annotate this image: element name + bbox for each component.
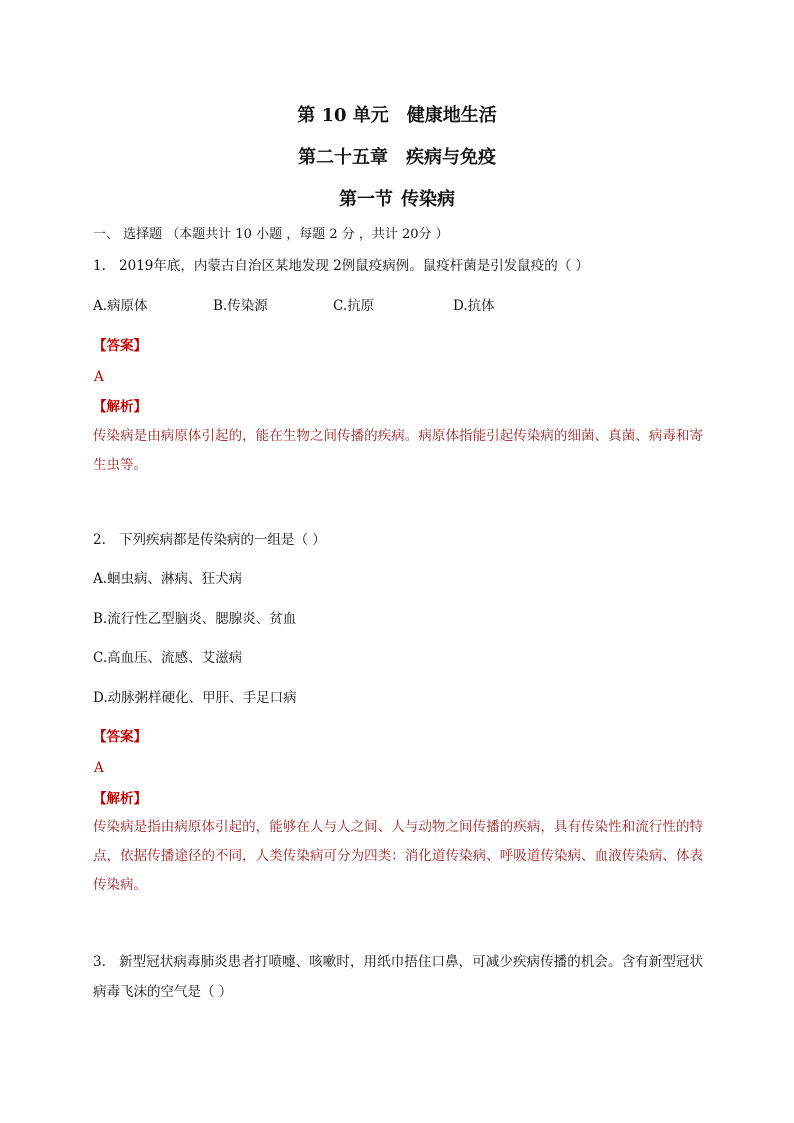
question-number: 1. [93, 258, 106, 274]
unit-number: 第 10 单元 [297, 105, 389, 126]
option-b: B.流行性乙型脑炎、腮腺炎、贫血 [93, 611, 297, 627]
option-a: A.病原体 [93, 298, 148, 314]
question-text: 下列疾病都是传染病的一组是（ ） [119, 532, 326, 548]
chapter-name: 疾病与免疫 [406, 147, 496, 168]
question-number: 3. [93, 954, 106, 970]
answer-label: 【答案】 [93, 338, 147, 354]
chapter-title [0, 146, 794, 170]
unit-title [0, 104, 794, 128]
option-c: C.抗原 [333, 298, 375, 314]
explanation-label: 【解析】 [93, 791, 147, 807]
question-3 [93, 947, 703, 1007]
answer-value: A [94, 369, 104, 385]
question-2 [93, 530, 326, 550]
explanation-text: 传染病是由病原体引起的，能在生物之间传播的疾病。病原体指能引起传染病的细菌、真菌、病毒和寄生虫等。 [93, 428, 703, 473]
option-a: A.蛔虫病、淋病、狂犬病 [93, 571, 243, 587]
option-b: B.传染源 [213, 298, 268, 314]
question-section-header: 一、 选择题 （本题共计 10 小题 ，每题 2 分 ，共计 20分 ） [93, 227, 449, 242]
explanation-text: 传染病是指由病原体引起的，能够在人与人之间、人与动物之间传播的疾病，具有传染性和流行性的特点，依据传播途径的不同，人类传染病可分为四类：消化道传染病、呼吸道传染病、血液传染病、体表传染病。 [93, 819, 703, 893]
section-name: 传染病 [401, 189, 455, 210]
explanation-label: 【解析】 [93, 399, 147, 415]
question-1 [93, 256, 589, 276]
unit-name: 健康地生活 [406, 105, 497, 126]
answer-label: 【答案】 [93, 729, 147, 745]
option-c: C.高血压、流感、艾滋病 [93, 650, 243, 666]
question-text: 2019年底，内蒙古自治区某地发现 2例鼠疫病例。鼠疫杆菌是引发鼠疫的（ ） [119, 258, 590, 274]
option-d: D.动脉粥样硬化、甲肝、手足口病 [93, 690, 297, 706]
section-title [0, 188, 794, 212]
section-number: 第一节 [339, 189, 393, 210]
answer-value: A [94, 760, 104, 776]
question-text: 新型冠状病毒肺炎患者打喷嚏、咳嗽时，用纸巾捂住口鼻，可减少疾病传播的机会。含有新型冠状病毒飞沫的空气是（ ） [93, 954, 703, 1000]
option-d: D.抗体 [453, 298, 495, 314]
question-number: 2. [93, 532, 106, 548]
chapter-number: 第二十五章 [298, 147, 388, 168]
